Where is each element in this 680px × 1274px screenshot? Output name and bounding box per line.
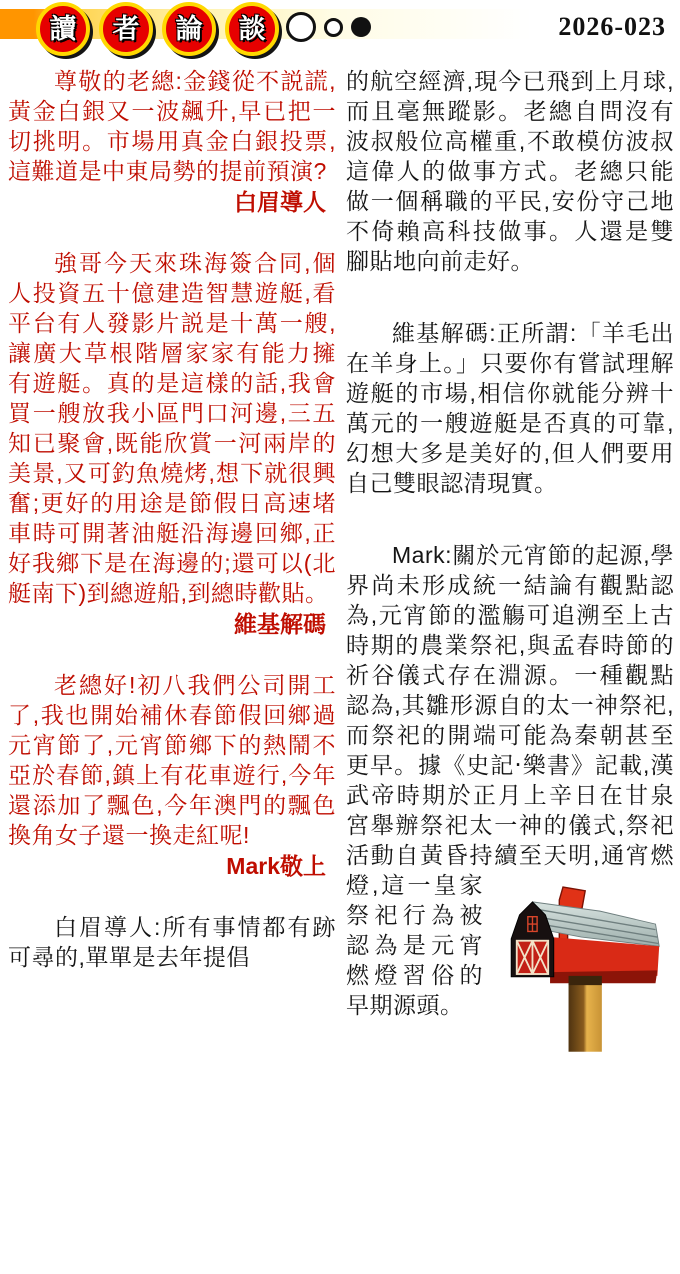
title-badge-1 — [36, 2, 90, 56]
issue-number: 2026-023 — [558, 12, 666, 41]
page-columns — [0, 58, 680, 1052]
title-char-2: 者 — [112, 13, 140, 44]
deco-circle-outline-large-icon — [286, 12, 316, 42]
reply-paragraph-3 — [346, 540, 674, 1020]
letter-2-signature: 維基解碼 — [234, 611, 326, 637]
title-badge-3 — [162, 2, 216, 56]
letter-3-body: 老總好!初八我們公司開工了,我也開始補休春節假回鄉過元宵節了,元宵節鄉下的熱鬧不亞於春節,鎮上有花車遊行,今年還添加了飄色,今年澳門的飄色換角女子還一換走紅呢! — [8, 672, 336, 848]
deco-circle-filled-icon — [351, 17, 371, 37]
deco-circles — [286, 12, 371, 42]
reader-letter-1 — [8, 66, 336, 218]
barn-mailbox-illustration — [489, 872, 674, 1052]
masthead — [0, 0, 680, 58]
masthead-title — [36, 2, 279, 56]
title-char-4: 談 — [238, 13, 266, 44]
title-badge-4 — [225, 2, 279, 56]
right-column — [346, 66, 674, 1052]
barn-mailbox-icon — [489, 872, 674, 1052]
title-char-1: 讀 — [49, 13, 77, 44]
reply-paragraph-3-part1: Mark:關於元宵節的起源,學界尚未形成統一結論有觀點認為,元宵節的濫觴可追溯至上古時期的農業祭祀,與孟春時節的祈谷儀式存在淵源。一種觀點認為,其雛形源自的太一神祭祀,而祭祀的開端可能為秦朝甚至更早。據《史記‧樂書》記載,漢武帝時期於正月上辛日在甘泉宮舉辦祭祀太一神的儀式,祭祀活動自黃昏持續至天明,通宵燃 — [346, 542, 674, 868]
reader-letter-2 — [8, 248, 336, 640]
letter-1-signature: 白眉導人 — [234, 189, 326, 215]
reply-paragraph-3-part2: 燈,這一皇家祭祀行為被認為是元宵燃燈習俗的早期源頭。 — [346, 872, 483, 1018]
reply-intro-paragraph: 白眉導人:所有事情都有跡可尋的,單單是去年提倡 — [8, 914, 336, 970]
letter-1-body: 尊敬的老總:金錢從不説謊,黃金白銀又一波飆升,早已把一切挑明。市場用真金白銀投票,這難道是中東局勢的提前預演? — [8, 68, 336, 184]
letter-2-body: 強哥今天來珠海簽合同,個人投資五十億建造智慧遊艇,看平台有人發影片説是十萬一艘,讓廣大草根階層家家有能力擁有遊艇。真的是這樣的話,我會買一艘放我小區門口河邊,三五知已聚會,既能欣賞一河兩岸的美景,又可釣魚燒烤,想下就很興奮;更好的用途是節假日高速堵車時可開著油艇沿海邊回鄉,正好我鄉下是在海邊的;還可以(北艇南下)到總遊船,到總時歡貼。 — [8, 250, 336, 606]
title-badge-2 — [99, 2, 153, 56]
title-char-3: 論 — [175, 13, 203, 44]
reader-letter-3 — [8, 670, 336, 882]
letter-3-signature: Mark敬上 — [226, 853, 326, 879]
left-column — [8, 66, 336, 1052]
reply-paragraph-2: 維基解碼:正所謂:「羊毛出在羊身上。」只要你有嘗試理解遊艇的市場,相信你就能分辨十萬元的一艘遊艇是否真的可靠,幻想大多是美好的,但人們要用自己雙眼認清現實。 — [346, 320, 674, 496]
deco-circle-outline-small-icon — [324, 18, 343, 37]
reply-paragraph-1: 的航空經濟,現今已飛到上月球,而且毫無蹤影。老總自問沒有波叔般位高權重,不敢模仿波叔這偉人的做事方式。老總只能做一個稱職的平民,安份守己地不倚賴高科技做事。人還是雙腳貼地向前走好。 — [346, 68, 674, 274]
